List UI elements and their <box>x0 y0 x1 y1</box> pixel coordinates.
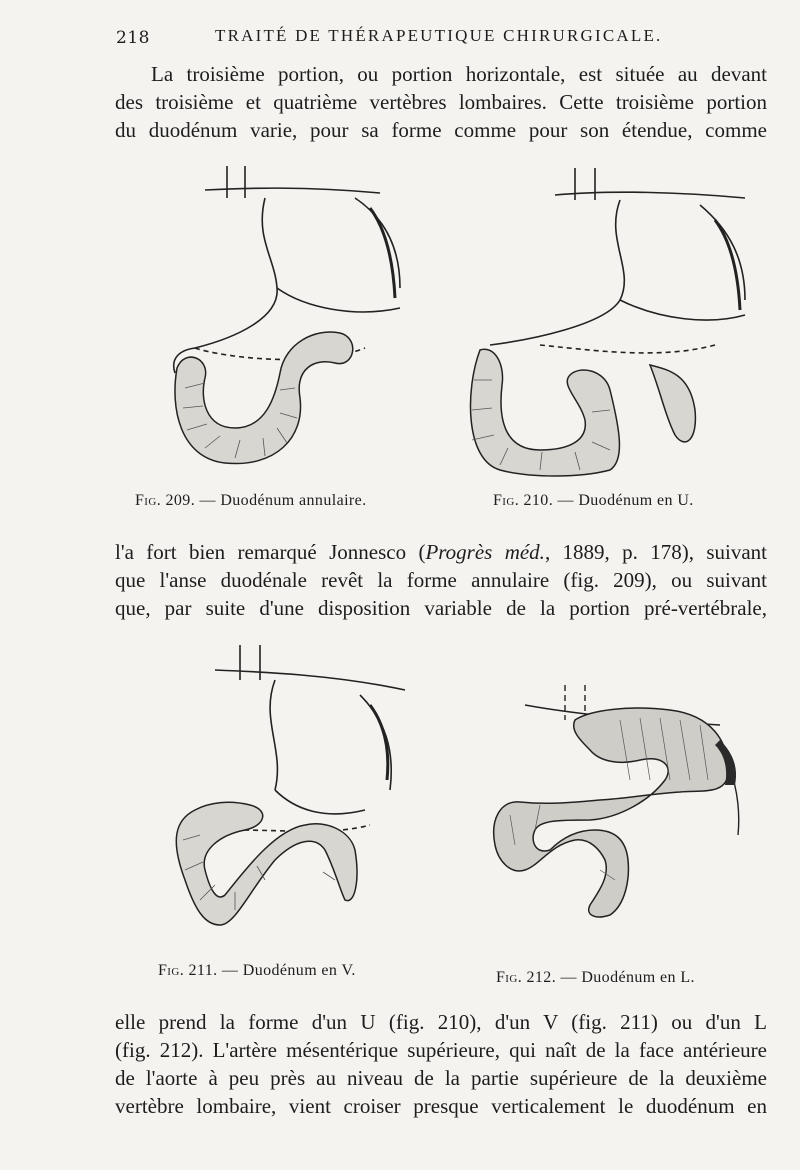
caption-dash: — <box>560 969 577 986</box>
figure-title: Duodénum annulaire. <box>220 492 367 509</box>
paragraph-3 <box>115 1008 767 1120</box>
text-line: (fig. 212). L'artère mésentérique supérieure, qui naît de la face antérieure <box>115 1038 767 1062</box>
figure-label: Fig. 210. <box>493 492 554 509</box>
figure-title: Duodénum en V. <box>242 962 356 979</box>
figure-label: Fig. 211. <box>158 962 218 979</box>
text-line: de l'aorte à peu près au niveau de la partie supérieure de la deuxième <box>115 1066 767 1090</box>
text-line: que l'anse duodénale revêt la forme annulaire (fig. 209), ou suivant <box>115 568 767 592</box>
figure-label: Fig. 212. <box>496 969 557 986</box>
figure-title: Duodénum en L. <box>581 969 695 986</box>
text-line: du duodénum varie, pour sa forme comme pour son étendue, comme <box>115 118 767 142</box>
figure-211-caption <box>158 962 356 980</box>
page-number: 218 <box>116 28 150 48</box>
running-title: TRAITÉ DE THÉRAPEUTIQUE CHIRURGICALE. <box>215 26 663 45</box>
caption-dash: — <box>199 492 216 509</box>
text-line: des troisième et quatrième vertèbres lombaires. Cette troisième portion <box>115 90 767 114</box>
text-segment: l'a fort bien remarqué Jonnesco ( <box>115 540 426 564</box>
paragraph-2 <box>115 538 767 622</box>
text-line: elle prend la forme d'un U (fig. 210), d'un V (fig. 211) ou d'un L <box>115 1010 767 1034</box>
paragraph-1 <box>115 60 767 144</box>
figure-210-illustration <box>460 160 750 490</box>
caption-dash: — <box>221 962 239 979</box>
figure-title: Duodénum en U. <box>578 492 694 509</box>
citation-title: Progrès méd. <box>425 540 545 564</box>
text-line <box>115 538 767 566</box>
text-segment: , 1889, p. 178), suivant <box>544 540 768 564</box>
text-line: La troisième portion, ou portion horizontale, est située au devant <box>151 62 767 86</box>
figure-212-caption <box>496 969 695 987</box>
text-line: vertèbre lombaire, vient croiser presque verticalement le duodénum en <box>115 1094 767 1118</box>
text-line: que, par suite d'une disposition variable de la portion pré-vertébrale, <box>115 596 767 620</box>
figure-211-illustration <box>165 640 415 960</box>
page-header <box>0 22 800 52</box>
caption-dash: — <box>557 492 574 509</box>
figure-212-illustration <box>480 680 750 930</box>
figure-209-caption <box>135 492 367 510</box>
figure-209-illustration <box>165 158 410 488</box>
figure-210-caption <box>493 492 694 510</box>
figure-label: Fig. 209. <box>135 492 196 509</box>
